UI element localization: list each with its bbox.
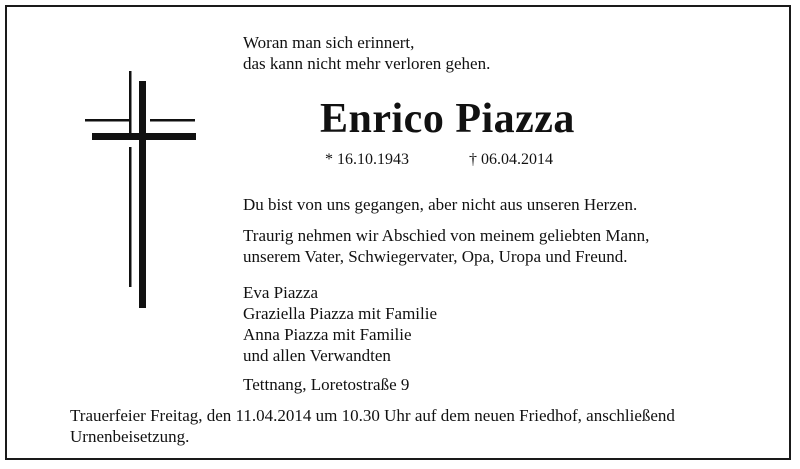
farewell-message bbox=[243, 225, 649, 267]
deceased-name: Enrico Piazza bbox=[320, 96, 575, 142]
memorial-quote bbox=[243, 32, 490, 74]
message-line-1: Du bist von uns gegangen, aber nicht aus unseren Herzen. bbox=[243, 195, 638, 214]
obituary-notice bbox=[5, 5, 791, 460]
mourners-list bbox=[243, 282, 437, 366]
mourner-item: Anna Piazza mit Familie bbox=[243, 325, 412, 344]
mourner-item: Eva Piazza bbox=[243, 283, 319, 302]
death-date: † 06.04.2014 bbox=[469, 151, 553, 168]
funeral-line-1: Trauerfeier Freitag, den 11.04.2014 um 10.30 Uhr auf dem neuen Friedhof, anschließend bbox=[70, 406, 675, 425]
cross-icon bbox=[79, 71, 199, 311]
message-line-3: unserem Vater, Schwiegervater, Opa, Uropa und Freund. bbox=[243, 247, 628, 266]
birth-date: * 16.10.1943 bbox=[325, 151, 409, 168]
funeral-info bbox=[70, 405, 675, 447]
funeral-line-2: Urnenbeisetzung. bbox=[70, 427, 190, 446]
mourner-item: und allen Verwandten bbox=[243, 346, 391, 365]
quote-line-1: Woran man sich erinnert, bbox=[243, 33, 415, 52]
mourner-item: Graziella Piazza mit Familie bbox=[243, 304, 438, 323]
message-line-2: Traurig nehmen wir Abschied von meinem geliebten Mann, bbox=[243, 226, 650, 245]
family-address: Tettnang, Loretostraße 9 bbox=[243, 375, 410, 394]
quote-line-2: das kann nicht mehr verloren gehen. bbox=[243, 54, 491, 73]
